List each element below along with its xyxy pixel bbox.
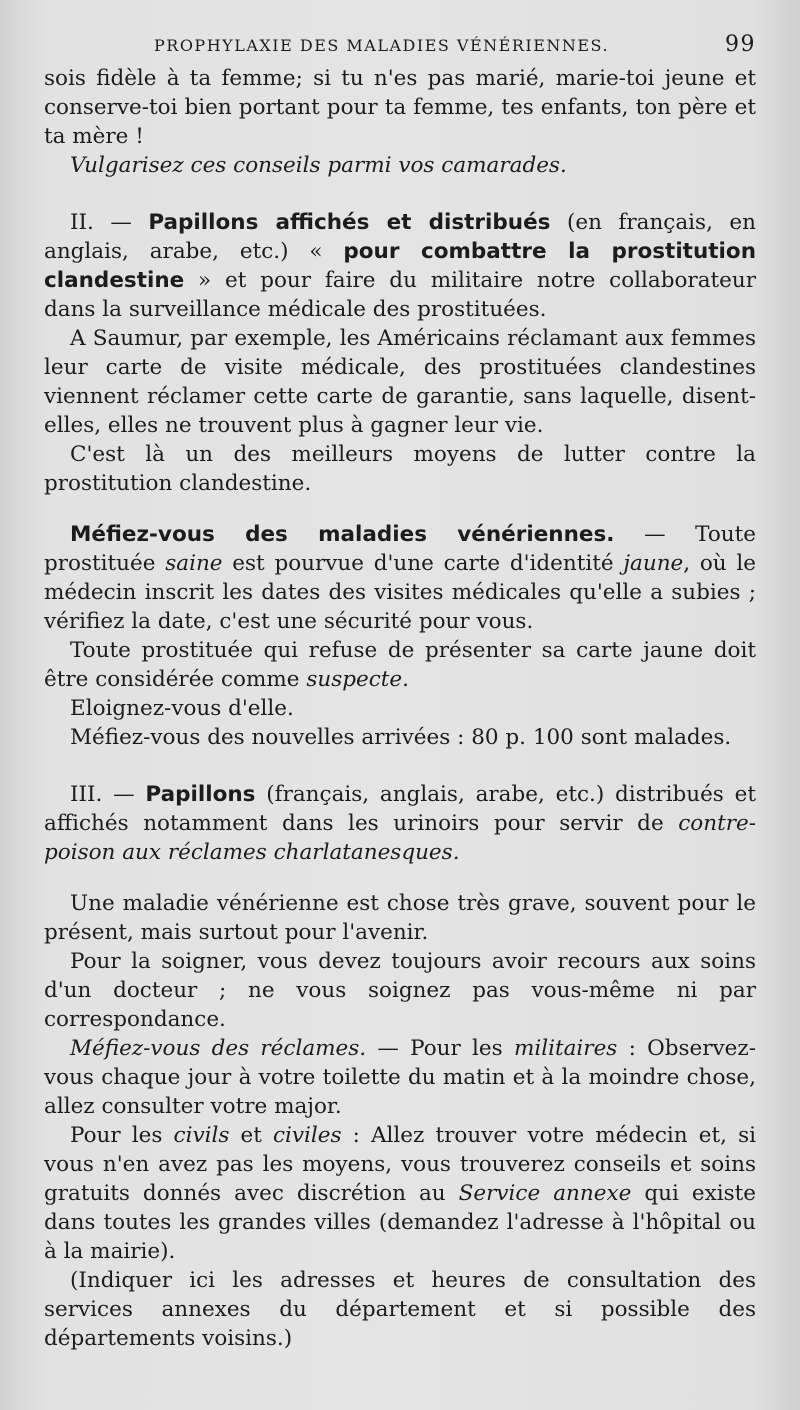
running-head <box>44 30 756 64</box>
section-2-heading: Papillons affichés et distribués <box>148 210 551 235</box>
means-paragraph: C'est là un des meilleurs moyens de lutter contre la prostitution clandestine. <box>44 442 756 496</box>
military-italic-2: militaires <box>513 1036 618 1061</box>
civilians-text-4: qui existe dans toutes les grandes villes (demandez l'adresse à l'hôpital ou à la mairie). <box>44 1181 757 1264</box>
civilians-paragraph <box>44 1121 756 1266</box>
yellow-card-text: Toute prostituée qui refuse de présenter sa carte jaune doit être considérée comme <box>44 638 756 692</box>
service-annexe-italic: Service annexe <box>458 1181 632 1206</box>
slogan-text: Vulgarisez ces conseils parmi vos camarades. <box>70 153 567 178</box>
military-italic-1: Méfiez-vous des réclames. <box>70 1036 367 1061</box>
yellow-card-italic: suspecte. <box>306 667 409 692</box>
notice-text-2: est pourvue d'une carte d'identité <box>222 551 624 576</box>
doctor-paragraph: Pour la soigner, vous devez toujours avoir recours aux soins d'un docteur ; ne vous soignez pas vous-même ni par correspondance. <box>44 949 756 1032</box>
section-2-paragraph <box>44 208 756 324</box>
notice-italic-1: saine <box>165 551 223 576</box>
military-text-2: : Observez-vous chaque jour à votre toilette du matin et à la moindre chose, allez consulter votre major. <box>44 1036 756 1119</box>
new-arrivals-paragraph: Méfiez-vous des nouvelles arrivées : 80 p. 100 sont malades. <box>70 725 732 750</box>
avoid-paragraph: Eloignez-vous d'elle. <box>70 696 294 721</box>
notice-text-3: , où le médecin inscrit les dates des visites médicales qu'elle a subies ; vérifiez la date, c'est une sécurité pour vous. <box>44 551 756 634</box>
military-text-1: — Pour les <box>366 1036 514 1061</box>
civilians-italic-1: civils <box>173 1123 230 1148</box>
notice-heading: Méfiez-vous des maladies vénériennes. <box>70 522 615 547</box>
notice-paragraph <box>44 520 756 636</box>
section-3-italic: contre-poison aux réclames charlatanesques. <box>44 811 756 865</box>
section-2-text: (en français, en anglais, arabe, etc.) « <box>44 210 756 264</box>
saumur-paragraph: A Saumur, par exemple, les Américains réclamant aux femmes leur carte de visite médicale, des prostituées clandestines viennent réclamer cette carte de garantie, sans laquelle, disent-elles, elles ne trouvent plus à gagner leur vie. <box>44 326 756 438</box>
running-title: PROPHYLAXIE DES MALADIES VÉNÉRIENNES. <box>154 36 610 55</box>
yellow-card-paragraph <box>44 636 756 694</box>
continuation-text: sois fidèle à ta femme; si tu n'es pas marié, marie-toi jeune et conserve-toi bien portant pour ta femme, tes enfants, ton père et ta mère ! <box>44 66 756 149</box>
addresses-note-paragraph: (Indiquer ici les adresses et heures de consultation des services annexes du département et si possible des départements voisins.) <box>44 1268 756 1351</box>
notice-italic-2: jaune <box>623 551 684 576</box>
serious-disease-paragraph: Une maladie vénérienne est chose très grave, souvent pour le présent, mais surtout pour l'avenir. <box>44 891 756 945</box>
military-paragraph <box>44 1034 756 1121</box>
civilians-text-1: Pour les <box>70 1123 174 1148</box>
section-2-emphasis: pour combattre la prostitution clandestine <box>44 239 756 293</box>
page-number: 99 <box>725 32 756 57</box>
section-3-number: III. — <box>70 782 146 807</box>
slogan-paragraph <box>44 151 756 180</box>
section-2-number: II. — <box>70 210 149 235</box>
section-3-text: (français, anglais, arabe, etc.) distribués et affichés notamment dans les urinoirs pour servir de <box>44 782 756 836</box>
civilians-text-3: : Allez trouver votre médecin et, si vous n'en avez pas les moyens, vous trouverez conseils et soins gratuits donnés avec discrétion au <box>44 1123 756 1206</box>
section-2-text-end: » et pour faire du militaire notre collaborateur dans la surveillance médicale des prostituées. <box>44 268 756 322</box>
notice-text-1: — Toute prostituée <box>44 522 756 576</box>
section-3-paragraph <box>44 780 756 867</box>
section-3-heading: Papillons <box>145 782 256 807</box>
civilians-italic-2: civiles <box>272 1123 342 1148</box>
civilians-text-2: et <box>229 1123 273 1148</box>
continuation-paragraph <box>44 64 756 151</box>
